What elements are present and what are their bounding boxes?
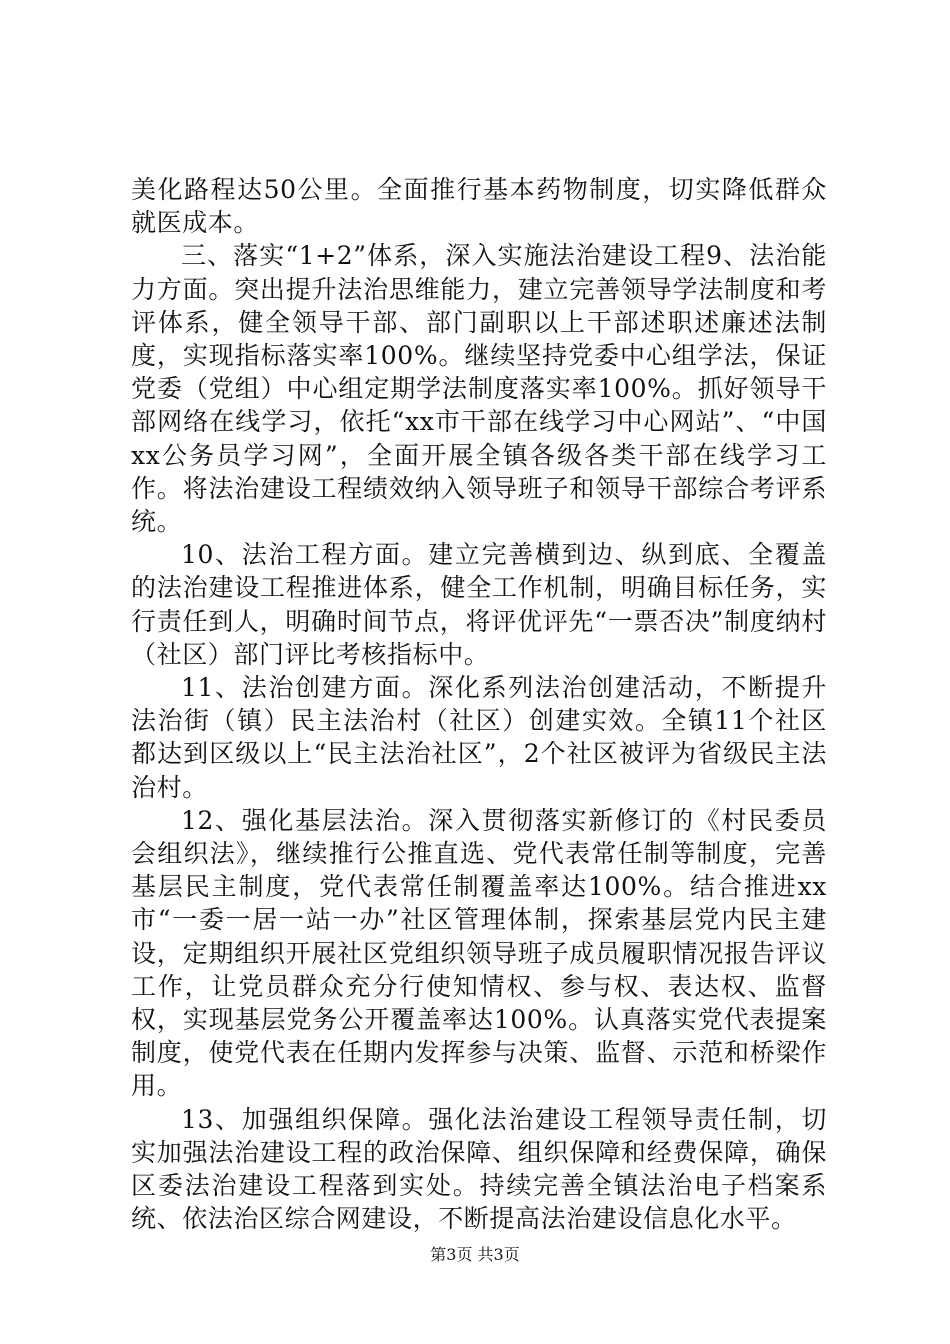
paragraph-section-three: 三、落实“1+2”体系，深入实施法治建设工程9、法治能力方面。突出提升法治思维能力，建立完善领导学法制度和考评体系，健全领导干部、部门副职以上干部述职述廉述法制度，实现指标落实率100%。继续坚持党委中心组学法，保证党委（党组）中心组定期学法制度落实率100%。抓好领导干部网络在线学习，依托“xx市干部在线学习中心网站”、“中国xx公务员学习网”，全面开展全镇各级各类干部在线学习工作。将法治建设工程绩效纳入领导班子和领导干部综合考评系统。 (131, 241, 827, 537)
paragraph-item-10: 10、法治工程方面。建立完善横到边、纵到底、全覆盖的法治建设工程推进体系，健全工作机制，明确目标任务，实行责任到人，明确时间节点，将评优评先“一票否决”制度纳村（社区）部门评比考核指标中。 (131, 540, 827, 669)
page-number-footer: 第3页 共3页 (430, 1245, 520, 1264)
paragraph-item-12: 12、强化基层法治。深入贯彻落实新修订的《村民委员会组织法》，继续推行公推直选、党代表常任制等制度，完善基层民主制度，党代表常任制覆盖率达100%。结合推进xx市“一委一居一站一办”社区管理体制，探索基层党内民主建设，定期组织开展社区党组织领导班子成员履职情况报告评议工作，让党员群众充分行使知情权、参与权、表达权、监督权，实现基层党务公开覆盖率达100%。认真落实党代表提案制度，使党代表在任期内发挥参与决策、监督、示范和桥梁作用。 (131, 805, 827, 1101)
paragraph-item-13: 13、加强组织保障。强化法治建设工程领导责任制，切实加强法治建设工程的政治保障、组织保障和经费保障，确保区委法治建设工程落到实处。持续完善全镇法治电子档案系统、依法治区综合网建设，不断提高法治建设信息化水平。 (131, 1104, 827, 1234)
paragraph-item-11: 11、法治创建方面。深化系列法治创建活动，不断提升法治街（镇）民主法治村（社区）创建实效。全镇11个社区都达到区级以上“民主法治社区”，2个社区被评为省级民主法治村。 (131, 673, 827, 802)
document-body (131, 173, 827, 1236)
paragraph-continuation: 美化路程达50公里。全面推行基本药物制度，切实降低群众就医成本。 (131, 175, 827, 238)
